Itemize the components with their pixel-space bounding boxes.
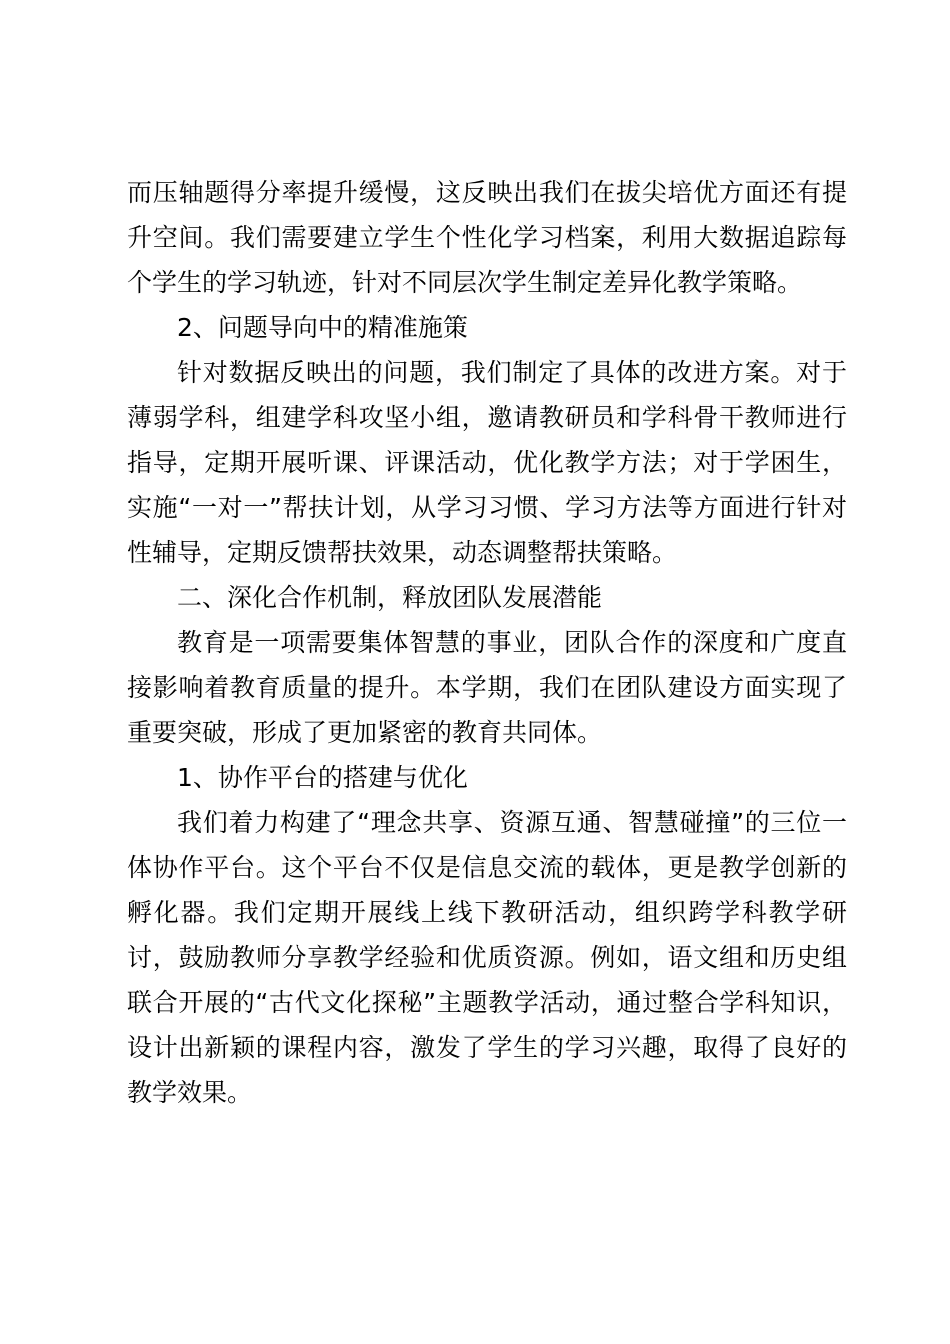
section-heading-platform: 1、协作平台的搭建与优化: [177, 763, 468, 792]
document-body: [127, 170, 847, 1115]
paragraph-improvement-plan: 针对数据反映出的问题，我们制定了具体的改进方案。对于薄弱学科，组建学科攻坚小组，邀请教研员和学科骨干教师进行指导，定期开展听课、评课活动，优化教学方法；对于学困生，实施“一对一”帮扶计划，从学习习惯、学习方法等方面进行针对性辅导，定期反馈帮扶效果，动态调整帮扶策略。: [127, 358, 847, 567]
section-heading-cooperation: 二、深化合作机制，释放团队发展潜能: [177, 583, 603, 612]
paragraph-continuation: 而压轴题得分率提升缓慢，这反映出我们在拔尖培优方面还有提升空间。我们需要建立学生个性化学习档案，利用大数据追踪每个学生的学习轨迹，针对不同层次学生制定差异化教学策略。: [127, 178, 847, 297]
paragraph-platform: 我们着力构建了“理念共享、资源互通、智慧碰撞”的三位一体协作平台。这个平台不仅是信息交流的载体，更是教学创新的孵化器。我们定期开展线上线下教研活动，组织跨学科教学研讨，鼓励教师分享教学经验和优质资源。例如，语文组和历史组联合开展的“古代文化探秘”主题教学活动，通过整合学科知识，设计出新颖的课程内容，激发了学生的学习兴趣，取得了良好的教学效果。: [127, 808, 847, 1107]
section-heading-precise-measures: 2、问题导向中的精准施策: [177, 313, 468, 342]
paragraph-team-cooperation: 教育是一项需要集体智慧的事业，团队合作的深度和广度直接影响着教育质量的提升。本学期，我们在团队建设方面实现了重要突破，形成了更加紧密的教育共同体。: [127, 628, 847, 747]
